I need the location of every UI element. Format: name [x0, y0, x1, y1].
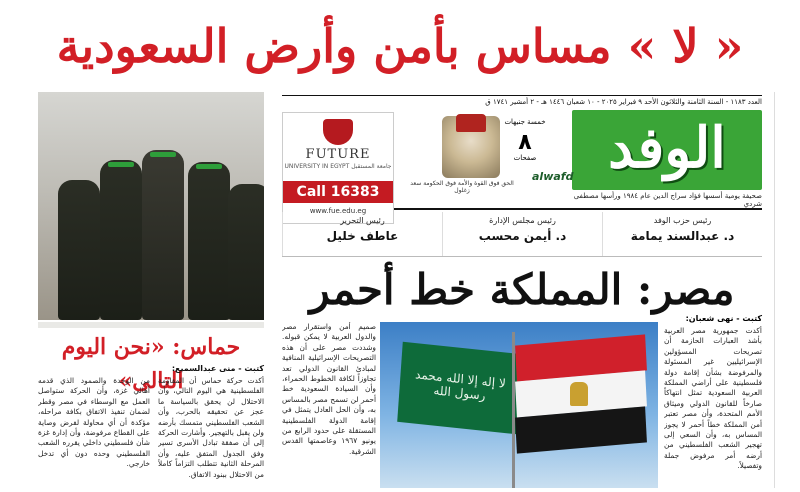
column-rule [774, 92, 775, 488]
ad-name: FUTURE [305, 147, 371, 162]
photo-divider [38, 322, 264, 328]
staff-cell [282, 212, 442, 256]
hamas-headline: حماس: «نحن اليوم التالى» [61, 334, 241, 394]
staff-row [282, 212, 762, 257]
ad-subname: UNIVERSITY IN EGYPT جامعة المستقبل [284, 163, 392, 170]
article-column: من الوحدة والصمود الذي قدمه أهالي غزة، وأن الحركة ستواصل العمل مع الوسطاء في مصر وقطر لضمان تنفيذ الاتفاق بكافة مراحله، مؤكدة أن أي محاولة لفرض وصاية على القطاع مرفوضة، وأن إدارة غزة شأن فلسطيني داخلي يقرره الشعب الفلسطيني وحده دون أي تدخل خارجي. [38, 376, 150, 469]
ad-website: www.fue.edu.eg [309, 207, 367, 215]
article-column: أكدت حركة حماس أن المقاومة الفلسطينية هي اليوم التالي، وأن الاحتلال لن يحقق بالسياسة ما عجز عن تحقيقه بالحرب، وأن الشعب الفلسطيني متمسك بأرضه ولن يقبل بالتهجير. وأشارت الحركة إلى أن صفقة تبادل الأسرى تسير وفق الجدول المتفق عليه، وأن المرحلة الثانية تتطلب التزاماً كاملاً من الاحتلال ببنود الاتفاق. [158, 376, 264, 479]
soldier-figure [58, 180, 100, 320]
byline: كتبت - نهى شعبان: [685, 314, 762, 323]
latin-name: alwafd [532, 170, 574, 183]
fighters-photo [38, 92, 264, 320]
byline: كتبت - منى عبدالسميع: [171, 364, 264, 373]
main-headline: مصر: المملكة خط أحمر [309, 265, 735, 314]
staff-name: عاطف خليل [326, 229, 399, 243]
staff-role: رئيس حزب الوفد [653, 216, 712, 225]
fez-icon [456, 114, 486, 132]
top-headline: « لا » مساس بأمن وأرض السعودية [56, 19, 744, 73]
green-headband [150, 152, 176, 157]
staff-cell [442, 212, 602, 256]
staff-cell [602, 212, 762, 256]
newspaper-logo: الوفد [572, 110, 762, 190]
edition-line: العدد ١١٨٣ - السنة الثامنة والثلاثون الأحد ٩ فبراير ٢٠٢٥ - ١٠ شعبان ١٤٤٦ هـ - ٢ أمشير ١٧٤١ ق [485, 98, 762, 106]
university-ad[interactable] [282, 112, 394, 224]
eagle-icon [570, 382, 588, 406]
ad-call: Call 16383 [283, 181, 393, 203]
price-label: خمسة جنيهات [504, 118, 546, 126]
staff-name: د. عبدالسند يمامة [630, 229, 735, 243]
staff-role: رئيس التحرير [340, 216, 385, 225]
flags-photo [380, 322, 658, 488]
flag-pole [512, 332, 515, 488]
staff-role: رئيس مجلس الإدارة [489, 216, 556, 225]
soldier-figure [188, 162, 230, 320]
soldier-figure [228, 184, 264, 320]
article-column: أكدت جمهورية مصر العربية بأشد العبارات الحازمة أن تصريحات المسؤولين الإسرائيليين غير المسئولة والمرفوضة بشأن إقامة دولة فلسطينية على أراضي المملكة العربية السعودية تمثل انتهاكاً صارخاً للقانون الدولي وميثاق الأمم المتحدة، وأن مصر تعتبر أمن المملكة خطاً أحمر لا يجوز المساس به، وأن السعي إلى تهجير الشعب الفلسطيني من أرضه أمر مرفوض جملة وتفصيلاً. [664, 326, 762, 471]
saudi-flag-text: لا إله إلا الله محمد رسول الله [414, 367, 507, 403]
green-headband [196, 164, 222, 169]
soldier-figure [142, 150, 184, 320]
green-headband [108, 162, 134, 167]
article-column: صميم أمن واستقرار مصر والدول العربية لا يمكن قبوله. وشددت مصر على أن هذه التصريحات الإسرائيلية المنافية لمبادئ القانون الدولي تعد تجاوزاً لكافة الخطوط الحمراء، وأن السيادة السعودية خط أحمر لن تسمح مصر بالمساس به، وأن الحل العادل يتمثل في إقامة الدولة الفلسطينية المستقلة على حدود الرابع من يونيو ١٩٦٧ وعاصمتها القدس الشرقية. [282, 322, 376, 456]
crest-icon [323, 119, 353, 145]
pages-number: ٨ [518, 130, 532, 155]
staff-name: د. أيمن محسب [478, 229, 567, 243]
portrait-caption: الحق فوق القوة والأمة فوق الحكومة سعد زغلول [410, 180, 514, 194]
founding-line: صحيفة يومية أسسها فؤاد سراج الدين عام ١٩٨٤ ورأسها مصطفى شردي [573, 192, 762, 208]
pages-label: صفحات [513, 154, 537, 162]
soldier-figure [100, 160, 142, 320]
